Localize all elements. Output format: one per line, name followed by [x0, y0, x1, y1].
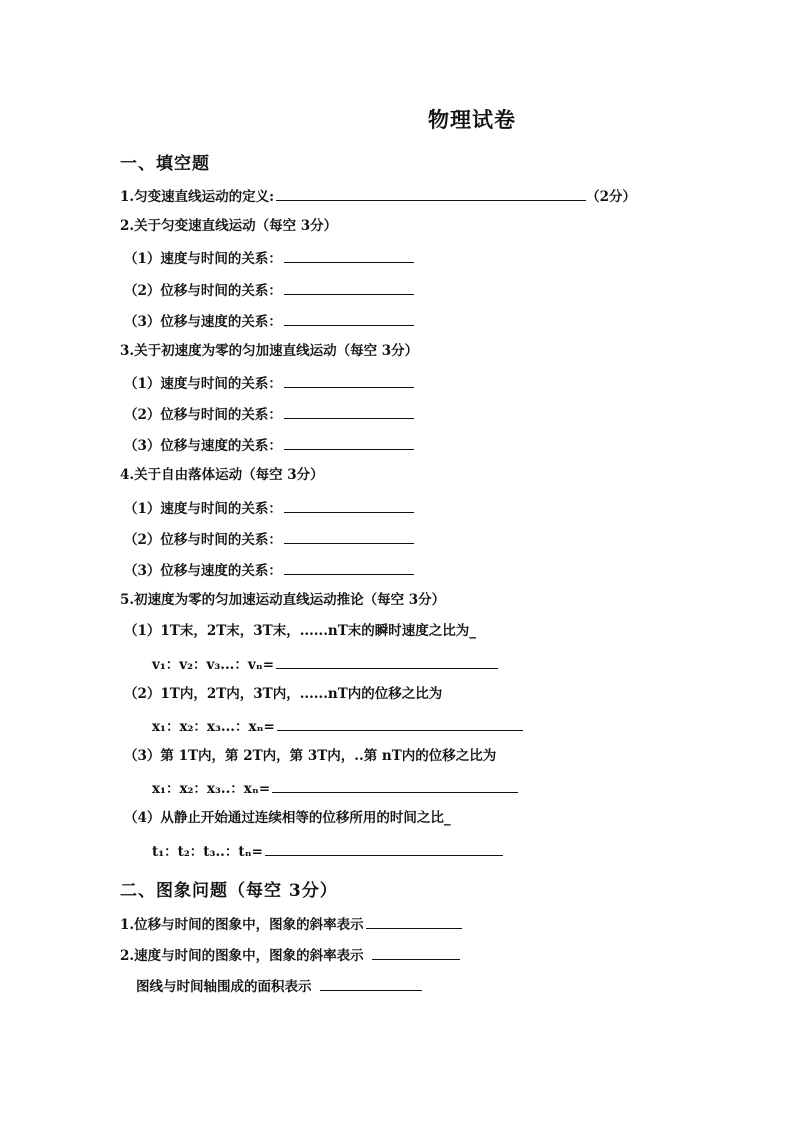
- answer-blank[interactable]: [284, 529, 414, 544]
- section-graph-heading: 二、图象问题（每空 3分）: [120, 881, 338, 901]
- answer-blank[interactable]: [284, 248, 414, 263]
- question-1: [120, 186, 636, 206]
- question-5-part-2-formula: [152, 716, 523, 736]
- question-5-part-2: （2）1T内，2T内，3T内，......nT内的位移之比为: [124, 686, 443, 702]
- answer-blank[interactable]: [320, 976, 422, 991]
- question-1-text: 1.匀变速直线运动的定义:: [120, 189, 275, 205]
- item-label: （2）位移与时间的关系：: [124, 283, 282, 299]
- graph-question-2b: [136, 976, 422, 996]
- item-label: （1）速度与时间的关系：: [124, 376, 282, 392]
- answer-blank[interactable]: [276, 186, 586, 201]
- answer-blank[interactable]: [284, 280, 414, 295]
- item-label: （2）位移与时间的关系：: [124, 407, 282, 423]
- answer-blank[interactable]: [284, 498, 414, 513]
- section-fill-blank-heading: 一、填空题: [120, 154, 210, 174]
- formula: x₁：x₂：x₃...：xₙ=: [152, 719, 275, 735]
- answer-blank[interactable]: [276, 654, 498, 669]
- answer-blank[interactable]: [284, 560, 414, 575]
- question-3-item-2: [124, 404, 414, 424]
- question-4-item-2: [124, 529, 414, 549]
- item-label: （1）速度与时间的关系：: [124, 501, 282, 517]
- question-5-part-4-formula: [152, 841, 503, 861]
- answer-blank[interactable]: [284, 404, 414, 419]
- item-label: （2）位移与时间的关系：: [124, 532, 282, 548]
- answer-blank[interactable]: [265, 841, 503, 856]
- question-3: 3.关于初速度为零的匀加速直线运动（每空 3分）: [120, 343, 419, 359]
- answer-blank[interactable]: [284, 373, 414, 388]
- question-2-item-2: [124, 280, 414, 300]
- question-2: 2.关于匀变速直线运动（每空 3分）: [120, 218, 338, 234]
- question-4: 4.关于自由落体运动（每空 3分）: [120, 467, 324, 483]
- question-4-item-3: [124, 560, 414, 580]
- item-label: （3）位移与速度的关系：: [124, 438, 282, 454]
- answer-blank[interactable]: [272, 778, 518, 793]
- graph-question-2: [120, 945, 460, 965]
- question-5: 5.初速度为零的匀加速运动直线运动推论（每空 3分）: [120, 592, 446, 608]
- question-5-part-3: （3）第 1T内，第 2T内，第 3T内，..第 nT内的位移之比为: [124, 748, 497, 764]
- answer-blank[interactable]: [366, 914, 462, 929]
- answer-blank[interactable]: [277, 716, 523, 731]
- page-title: 物理试卷: [428, 107, 516, 132]
- question-2-item-1: [124, 248, 414, 268]
- answer-blank[interactable]: [284, 311, 414, 326]
- question-4-item-1: [124, 498, 414, 518]
- question-text: 图线与时间轴围成的面积表示: [136, 979, 312, 995]
- item-label: （1）速度与时间的关系：: [124, 251, 282, 267]
- question-text: 2.速度与时间的图象中，图象的斜率表示: [120, 948, 364, 964]
- formula: t₁：t₂：t₃..：tₙ=: [152, 844, 263, 860]
- question-text: 1.位移与时间的图象中，图象的斜率表示: [120, 917, 364, 933]
- question-2-item-3: [124, 311, 414, 331]
- question-5-part-1: （1）1T末，2T末，3T末，......nT末的瞬时速度之比为_: [124, 623, 477, 639]
- question-3-item-1: [124, 373, 414, 393]
- answer-blank[interactable]: [372, 945, 460, 960]
- question-5-part-4: （4）从静止开始通过连续相等的位移所用的时间之比_: [124, 810, 451, 826]
- question-5-part-1-formula: [152, 654, 498, 674]
- formula: x₁：x₂：x₃..：xₙ=: [152, 781, 271, 797]
- formula: v₁：v₂：v₃...：vₙ=: [152, 657, 275, 673]
- graph-question-1: [120, 914, 462, 934]
- question-5-part-3-formula: [152, 778, 518, 798]
- question-1-score: （2分）: [586, 189, 636, 205]
- question-3-item-3: [124, 435, 414, 455]
- answer-blank[interactable]: [284, 435, 414, 450]
- item-label: （3）位移与速度的关系：: [124, 563, 282, 579]
- item-label: （3）位移与速度的关系：: [124, 314, 282, 330]
